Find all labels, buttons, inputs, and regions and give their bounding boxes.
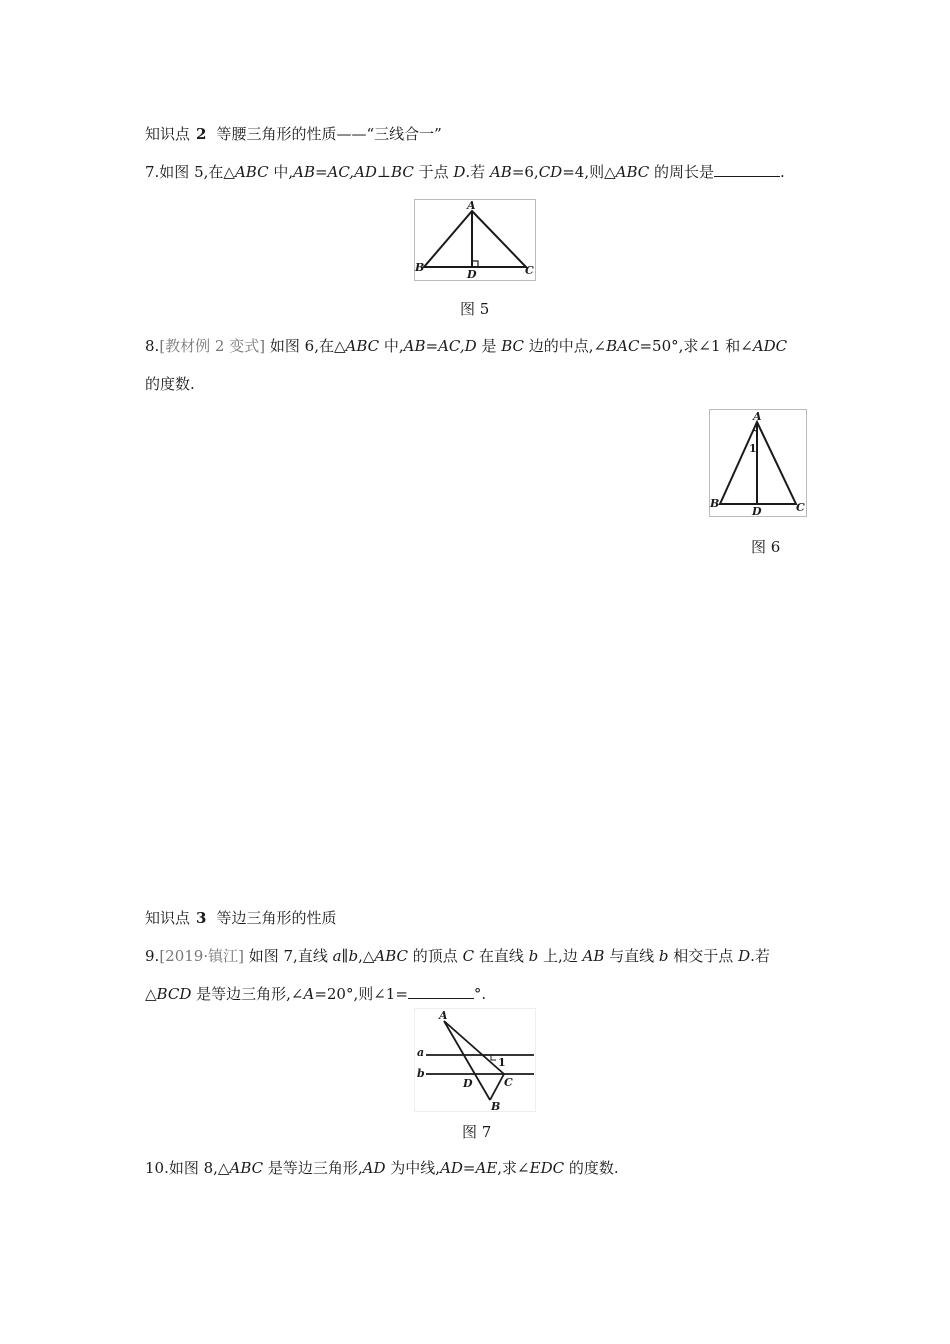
label-a: A [753,410,762,423]
q9-term: A [303,985,315,1003]
label-d: D [467,268,477,281]
q10-term: AD [362,1159,386,1177]
side-ac [444,1021,504,1074]
q9-text: 相交于点 [668,947,739,965]
question-9-line-2 [145,984,486,1004]
q9-term: BCD [156,985,192,1003]
q10-term: EDC [529,1159,565,1177]
q7-text: 于点 [413,163,454,181]
figure-5-caption: 图 5 [460,300,490,318]
q10-term: ABC [229,1159,264,1177]
figure-5 [414,199,536,285]
q10-text: ,求∠ [497,1159,530,1177]
section-number: 3 [196,909,207,927]
section-title: 等边三角形的性质 [216,909,337,927]
q8-term: ADC [752,337,788,355]
q7-text: .若 [465,163,490,181]
label-a: A [467,199,476,212]
q7-term: AB [489,163,512,181]
q7-text: 7.如图 5,在△ [145,163,235,181]
answer-blank-q7[interactable] [714,162,780,177]
q10-text: 为中线, [385,1159,441,1177]
figure-border [415,1009,536,1112]
q8-text: =50°,求∠1 和∠ [639,337,753,355]
q9-text: △ [145,985,157,1003]
label-b: B [710,497,720,510]
q8-term: BAC [606,337,640,355]
label-angle-1: 1 [749,442,757,455]
side-bc [490,1074,504,1100]
section-heading-2 [145,124,442,144]
section-title: 等腰三角形的性质——“三线合一” [216,125,442,143]
q7-term: AB=AC,AD⊥BC [293,163,414,181]
q10-term: AD=AE [440,1159,498,1177]
question-10 [145,1158,619,1178]
q9-term: ABC [374,947,409,965]
q9-term: b [528,947,539,965]
q9-term: a∥b [332,947,359,965]
question-9 [145,946,770,966]
q7-term: D [453,163,466,181]
q7-text: =6, [511,163,539,181]
answer-blank-q9[interactable] [408,984,474,999]
q9-text: 上,边 [538,947,583,965]
question-8 [145,336,787,356]
question-8-line-2: 的度数. [145,375,195,393]
section-prefix: 知识点 [145,909,191,927]
triangle-abc [424,211,526,267]
q9-term: C [462,947,475,965]
q7-text: . [780,163,785,181]
label-line-b: b [417,1067,425,1080]
section-prefix: 知识点 [145,125,191,143]
q10-text: 的度数. [564,1159,619,1177]
q9-text: 在直线 [474,947,529,965]
label-c: C [796,501,805,514]
label-a: A [439,1009,448,1022]
label-c: C [504,1076,513,1089]
section-number: 2 [196,125,207,143]
label-d: D [463,1077,473,1090]
q9-text: 如图 7,直线 [243,947,333,965]
q9-term: AB [582,947,605,965]
label-line-a: a [417,1046,425,1059]
q10-text: 是等边三角形, [263,1159,363,1177]
label-b: B [415,261,425,274]
figure-7-caption: 图 7 [462,1123,492,1141]
q9-text: 的顶点 [408,947,463,965]
q9-text: °. [473,985,487,1003]
q9-text: .若 [750,947,770,965]
label-angle-1: 1 [498,1056,506,1069]
figure-5-diagram [414,199,536,281]
q9-text: 与直线 [604,947,659,965]
q7-term: ABC [234,163,269,181]
figure-7-diagram [414,1008,536,1112]
q7-text: 的周长是 [649,163,715,181]
q8-source-tag: [教材例 2 变式] [159,337,266,355]
q7-term: ABC [615,163,650,181]
q8-text: 中, [379,337,404,355]
q9-term: D [738,947,751,965]
q9-number: 9. [145,947,160,965]
q7-text: 中, [268,163,294,181]
q9-source-tag: [2019·镇江] [159,947,244,965]
q8-term: ABC [345,337,380,355]
q9-term: b [658,947,669,965]
q10-text: 10.如图 8,△ [145,1159,230,1177]
q9-text: ,△ [358,947,375,965]
q8-term: BC [501,337,524,355]
q9-text: 是等边三角形,∠ [191,985,304,1003]
q8-text: 是 [476,337,502,355]
figure-6-caption: 图 6 [751,538,781,556]
q8-text: 如图 6,在△ [265,337,346,355]
label-b: B [491,1100,501,1112]
figure-6 [709,409,807,521]
q7-term: CD [538,163,563,181]
q8-text: 边的中点,∠ [524,337,607,355]
q8-term: AB=AC,D [403,337,477,355]
question-7 [145,162,785,182]
q9-text: =20°,则∠1= [314,985,408,1003]
section-heading-3 [145,908,336,928]
figure-7 [414,1008,536,1116]
q7-text: =4,则△ [562,163,616,181]
q8-number: 8. [145,337,160,355]
figure-6-diagram [709,409,807,517]
label-d: D [752,505,762,517]
label-c: C [525,264,534,277]
